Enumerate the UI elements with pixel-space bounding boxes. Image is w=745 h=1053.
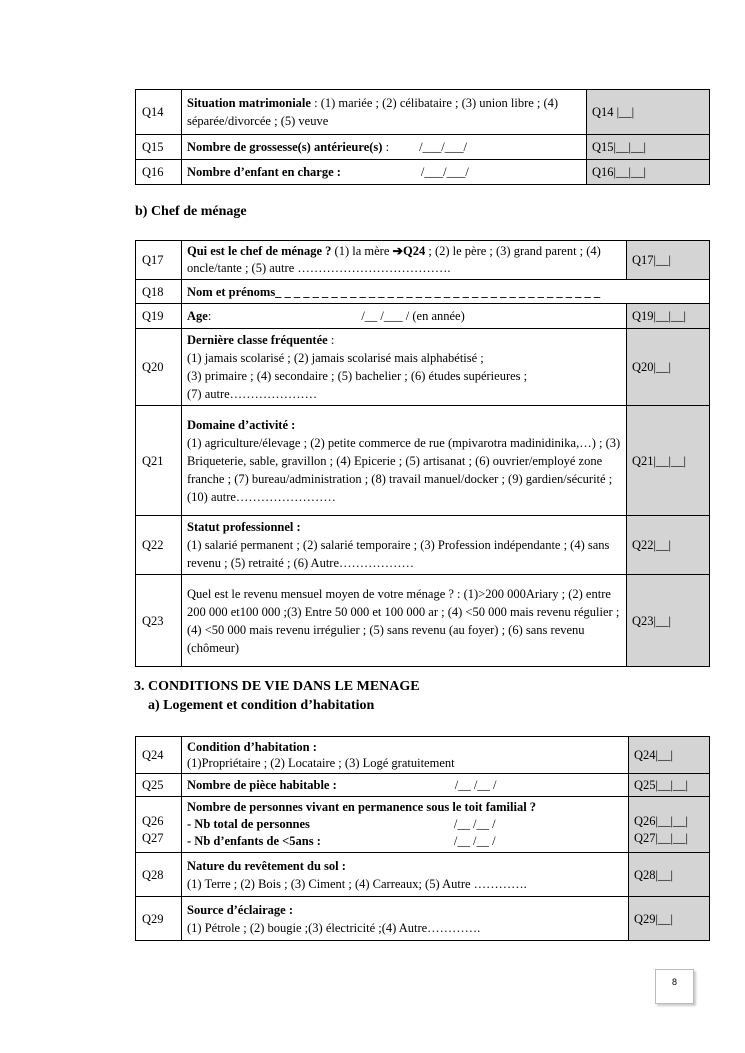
question-number: Q16 [136, 160, 182, 185]
question-text: Domaine d’activité : (1) agriculture/élevage ; (2) petite commerce de rue (mpivarotra madinidinika,…) ; (3) Briqueterie, sable, gravillon ; (4) Epicerie ; (5) artisanat ; (6) ouvrier/employé zone franche ; (7) bureau/administration ; (8) travail manuel/docker ; (9) gardien/sécurité ; (10) autre…………………… [182, 406, 627, 516]
table-row [136, 280, 710, 304]
table-row [136, 737, 710, 774]
question-text: Source d’éclairage : (1) Pétrole ; (2) bougie ;(3) électricité ;(4) Autre…………. [182, 897, 629, 941]
answer-code[interactable]: Q17|__| [627, 241, 710, 280]
table-logement [135, 736, 710, 941]
question-text: Condition d’habitation : (1)Propriétaire ; (2) Locataire ; (3) Logé gratuitement [182, 737, 629, 774]
answer-code[interactable]: Q19|__|__| [627, 304, 710, 329]
section-heading-3: 3. CONDITIONS DE VIE DANS LE MENAGE [134, 679, 420, 694]
table-row [136, 516, 710, 575]
table-chef-menage [135, 240, 710, 667]
question-number: Q29 [136, 897, 182, 941]
table-row [136, 575, 710, 667]
table-row [136, 135, 710, 160]
question-number: Q19 [136, 304, 182, 329]
table-situation [135, 89, 710, 185]
answer-code[interactable]: Q24|__| [629, 737, 710, 774]
section-heading-3a: a) Logement et condition d’habitation [148, 698, 375, 713]
answer-code[interactable]: Q28|__| [629, 853, 710, 897]
question-number: Q15 [136, 135, 182, 160]
answer-code[interactable]: Q29|__| [629, 897, 710, 941]
answer-code[interactable]: Q22|__| [627, 516, 710, 575]
question-text: Qui est le chef de ménage ? (1) la mère ➔Q24 ; (2) le père ; (3) grand parent ; (4) oncle/tante ; (5) autre ………………………………. [182, 241, 627, 280]
answer-code[interactable]: Q25|__|__| [629, 774, 710, 797]
table-row [136, 90, 710, 135]
question-text: Nombre de pièce habitable : /__ /__ / [182, 774, 629, 797]
answer-code[interactable]: Q26|__|__| Q27|__|__| [629, 797, 710, 853]
table-row [136, 897, 710, 941]
table-row [136, 241, 710, 280]
arrow-icon: ➔ [392, 244, 403, 258]
table-row [136, 329, 710, 406]
question-number: Q17 [136, 241, 182, 280]
question-number: Q20 [136, 329, 182, 406]
question-number: Q23 [136, 575, 182, 667]
answer-code[interactable]: Q20|__| [627, 329, 710, 406]
page-number: 8 [655, 969, 694, 1004]
question-number: Q25 [136, 774, 182, 797]
table-row [136, 160, 710, 185]
answer-code[interactable]: Q21|__|__| [627, 406, 710, 516]
table-row [136, 853, 710, 897]
question-number: Q22 [136, 516, 182, 575]
question-number: Q26 Q27 [136, 797, 182, 853]
question-number: Q14 [136, 90, 182, 135]
answer-code[interactable]: Q16|__|__| [587, 160, 710, 185]
table-row [136, 774, 710, 797]
question-number: Q21 [136, 406, 182, 516]
answer-code[interactable]: Q23|__| [627, 575, 710, 667]
table-row [136, 406, 710, 516]
section-heading-b: b) Chef de ménage [135, 204, 247, 219]
question-number: Q24 [136, 737, 182, 774]
answer-code[interactable]: Q15|__|__| [587, 135, 710, 160]
question-number: Q28 [136, 853, 182, 897]
question-text: Statut professionnel : (1) salarié permanent ; (2) salarié temporaire ; (3) Profession indépendante ; (4) sans revenu ; (5) retraité ; (6) Autre……………… [182, 516, 627, 575]
question-text: Dernière classe fréquentée : (1) jamais scolarisé ; (2) jamais scolarisé mais alphabétisé ; (3) primaire ; (4) secondaire ; (5) bachelier ; (6) études supérieures ; (7) autre………………… [182, 329, 627, 406]
question-text: Age: /__ /___ / (en année) [182, 304, 627, 329]
question-text: Quel est le revenu mensuel moyen de votre ménage ? : (1)>200 000Ariary ; (2) entre 200 000 et100 000 ;(3) Entre 50 000 et 100 000 ar ; (4) <50 000 mais revenu régulier ; (4) <50 000 mais revenu irrégulier ; (5) sans revenu (au foyer) ; (6) sans revenu (chômeur) [182, 575, 627, 667]
question-text: Nombre d’enfant en charge : /___/___/ [182, 160, 587, 185]
question-text[interactable]: Nom et prénoms_ _ _ _ _ _ _ _ _ _ _ _ _ _ _ _ _ _ _ _ _ _ _ _ _ _ _ _ _ _ _ _ _ _ _ [182, 280, 710, 304]
table-row [136, 304, 710, 329]
question-text: Situation matrimoniale : (1) mariée ; (2) célibataire ; (3) union libre ; (4) séparée/divorcée ; (5) veuve [182, 90, 587, 135]
question-number: Q18 [136, 280, 182, 304]
answer-code[interactable]: Q14 |__| [587, 90, 710, 135]
question-text: Nombre de personnes vivant en permanence sous le toit familial ? - Nb total de personnes /__ /__ / - Nb d’enfants de <5ans : /__ /__ / [182, 797, 629, 853]
question-text: Nature du revêtement du sol : (1) Terre ; (2) Bois ; (3) Ciment ; (4) Carreaux; (5) Autre …………. [182, 853, 629, 897]
table-row [136, 797, 710, 853]
question-text: Nombre de grossesse(s) antérieure(s) : /___/___/ [182, 135, 587, 160]
